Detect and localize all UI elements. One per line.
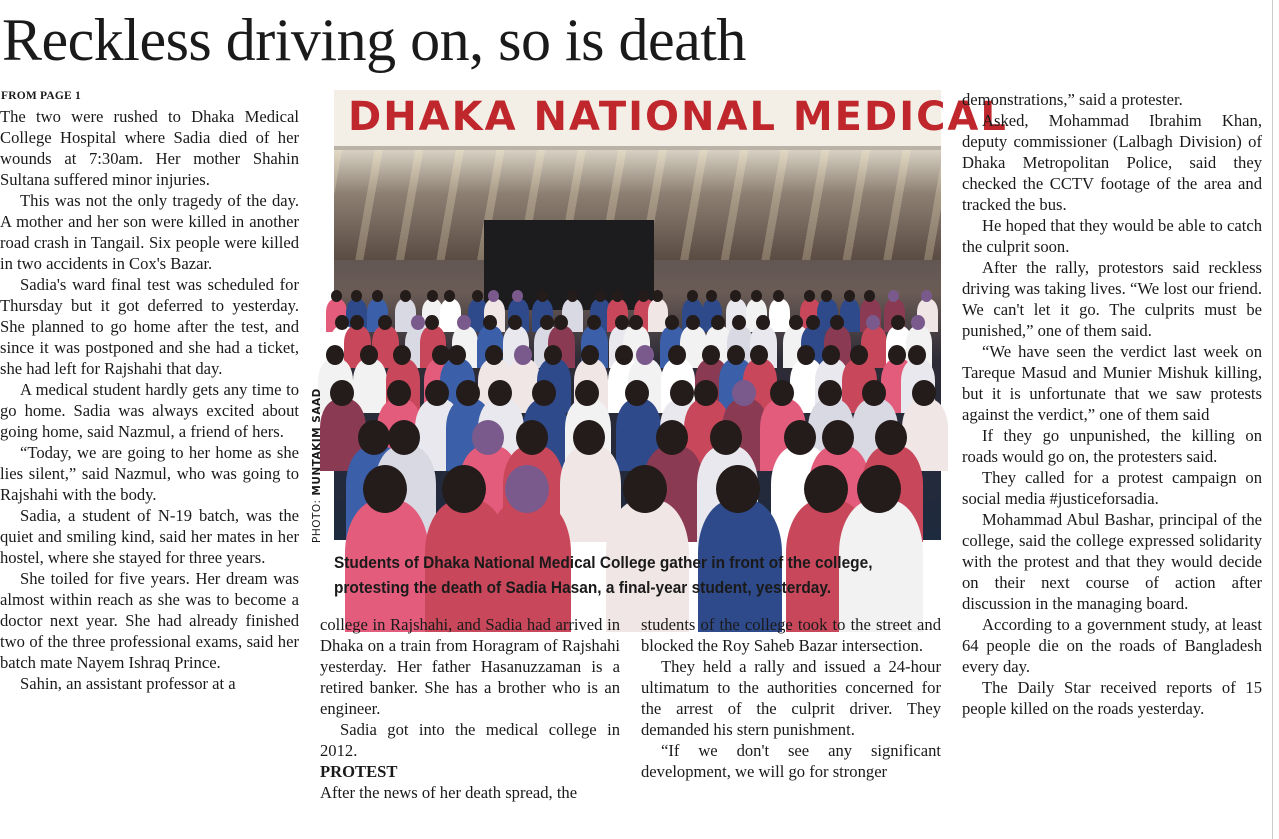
article-column-3 — [641, 614, 941, 782]
subhead-protest: PROTEST — [320, 762, 398, 781]
crowd-figure-head — [822, 345, 840, 365]
crowd-figure-head — [702, 345, 720, 365]
article-column-4 — [962, 89, 1262, 719]
crowd-figure-head — [857, 465, 901, 513]
paragraph: Sadia got into the medical college in 2012. — [320, 720, 620, 760]
college-sign — [334, 90, 1008, 150]
crowd-figure-head — [716, 465, 760, 513]
crowd-figure-head — [573, 420, 605, 455]
crowd-figure-head — [804, 465, 848, 513]
crowd-figure-head — [595, 290, 606, 302]
crowd-figure-head — [770, 380, 794, 406]
news-photo — [334, 90, 1008, 540]
crowd-figure-head — [615, 345, 633, 365]
crowd-figure-head — [378, 315, 392, 330]
crowd-figure-head — [908, 345, 926, 365]
crowd-figure-body — [769, 299, 790, 332]
paragraph: The Daily Star received reports of 15 people killed on the roads yesterday. — [962, 678, 1262, 718]
crowd-figure-head — [350, 315, 364, 330]
crowd-figure-head — [668, 345, 686, 365]
crowd-figure-head — [567, 290, 578, 302]
sign-text: DHAKA NATIONAL MEDICAL — [348, 94, 1008, 140]
crowd-figure-head — [822, 420, 854, 455]
paragraph: They called for a protest campaign on social media #justiceforsadia. — [962, 468, 1262, 508]
crowd-figure-head — [797, 345, 815, 365]
paragraph: demonstrations,” said a protester. — [962, 90, 1183, 109]
paragraph: Sadia, a student of N-19 batch, was the quiet and smiling kind, said her mates in her hostel, where she stayed for three years. — [0, 506, 299, 567]
paragraph: “We have seen the verdict last week on Tareque Masud and Munier Mishuk killing, but it is unfortunate that we saw protests against the verdict,” one of them said — [962, 342, 1262, 424]
crowd-figure-head — [875, 420, 907, 455]
crowd-figure-head — [687, 290, 698, 302]
crowd-figure-head — [612, 290, 623, 302]
crowd-figure-head — [483, 315, 497, 330]
crowd-figure-head — [351, 290, 362, 302]
paragraph: A medical student hardly gets any time to go home. Sadia was always excited about going home, said Nazmul, a friend of hers. — [0, 380, 299, 441]
crowd-figure-head — [360, 345, 378, 365]
crowd-figure-head — [544, 345, 562, 365]
caption-line-2: protesting the death of Sadia Hasan, a final-year student, yesterday. — [334, 578, 832, 597]
crowd-figure-head — [686, 315, 700, 330]
photo-credit-prefix: PHOTO: — [311, 499, 323, 543]
crowd-figure-head — [581, 345, 599, 365]
crowd-figure-head — [850, 345, 868, 365]
photo-credit — [311, 388, 325, 543]
crowd-figure-head — [400, 290, 411, 302]
crowd-figure-head — [472, 290, 483, 302]
headline: Reckless driving on, so is death — [2, 7, 746, 73]
crowd-figure-head — [732, 380, 756, 406]
paragraph: Asked, Mohammad Ibrahim Khan, deputy commissioner (Lalbagh Division) of Dhaka Metropolitan Police, said they checked the CCTV footage of the area and tracked the bus. — [962, 111, 1262, 214]
caption-line-1: Students of Dhaka National Medical College gather in front of the college, — [334, 553, 873, 572]
paragraph: If they go unpunished, the killing on roads would go on, the protesters said. — [962, 426, 1262, 466]
paragraph: He hoped that they would be able to catch the culprit soon. — [962, 216, 1262, 256]
crowd-figure-head — [331, 290, 342, 302]
crowd-figure-head — [472, 420, 504, 455]
paragraph: Sahin, an assistant professor at a — [20, 674, 236, 693]
crowd-figure-head — [711, 315, 725, 330]
crowd-figure-head — [427, 290, 438, 302]
article-column-1 — [0, 106, 299, 694]
crowd-figure-head — [751, 290, 762, 302]
paragraph: The two were rushed to Dhaka Medical College Hospital where Sadia died of her wounds at 7:30am. Her mother Shahin Sultana suffered minor injuries. — [0, 107, 299, 189]
crowd-figure-head — [694, 380, 718, 406]
crowd-figure-head — [372, 290, 383, 302]
crowd-figure-head — [727, 345, 745, 365]
crowd-figure-head — [505, 465, 549, 513]
crowd-figure-head — [636, 345, 654, 365]
crowd-figure-head — [387, 380, 411, 406]
paragraph: After the rally, protestors said reckless driving was taking lives. “We lost our friend. We can't let it go. The culprits must be punished,” one of them said. — [962, 258, 1262, 340]
crowd-figure-head — [393, 345, 411, 365]
crowd-figure-head — [730, 290, 741, 302]
photo-credit-name: MUNTAKIM SAAD — [311, 388, 323, 496]
paragraph: Sadia's ward final test was scheduled for Thursday but it got deferred to yesterday. She planned to go home after the test, and since it was postponed and she had a ticket, she had left for Rajshahi that day. — [0, 275, 299, 378]
paragraph: “Today, we are going to her home as she lies silent,” said Nazmul, who was going to Rajshahi with the body. — [0, 443, 299, 504]
crowd-figure-head — [710, 420, 742, 455]
crowd-figure-head — [844, 290, 855, 302]
crowd-figure-head — [326, 345, 344, 365]
crowd-figure-head — [888, 345, 906, 365]
crowd-figure-head — [363, 465, 407, 513]
crowd-figure-head — [575, 380, 599, 406]
crowd-figure-head — [448, 345, 466, 365]
crowd-figure-head — [330, 380, 354, 406]
paragraph: college in Rajshahi, and Sadia had arrived in Dhaka on a train from Horagram of Rajshahi yesterday. Her father Hasanuzzaman is a retired banker. She has a brother who is an engineer. — [320, 615, 620, 718]
crowd-figure-head — [444, 290, 455, 302]
crowd-figure-head — [706, 290, 717, 302]
crowd-figure-head — [629, 315, 643, 330]
crowd-figure-head — [789, 315, 803, 330]
paragraph: This was not the only tragedy of the day. A mother and her son were killed in another road crash in Tangail. Six people were killed in two accidents in Cox's Bazar. — [0, 191, 299, 273]
crowd-figure-head — [670, 380, 694, 406]
crowd-figure-head — [388, 420, 420, 455]
paragraph: After the news of her death spread, the — [320, 783, 578, 802]
paragraph: Mohammad Abul Bashar, principal of the college, said the college expressed solidarity with the protest and that they would decide on their next course of action after discussion in the managing board. — [962, 510, 1262, 613]
crowd-figure-head — [750, 345, 768, 365]
paragraph: They held a rally and issued a 24-hour ultimatum to the authorities concerned for the arrest of the culprit driver. They demanded his stern punishment. — [641, 657, 941, 739]
paragraph: She toiled for five years. Her dream was almost within reach as she was to become a doctor next year. She had already finished two of the three professional exams, said her batch mate Nayem Ishraq Prince. — [0, 569, 299, 672]
crowd-figure-head — [784, 420, 816, 455]
crowd-figure-head — [456, 380, 480, 406]
kicker-from-page-1: FROM PAGE 1 — [1, 90, 81, 102]
protest-crowd — [334, 270, 941, 540]
page-edge-rule — [1272, 0, 1273, 839]
crowd-figure-head — [537, 290, 548, 302]
paragraph: According to a government study, at least 64 people die on the roads of Bangladesh every day. — [962, 615, 1262, 676]
paragraph: “If we don't see any significant development, we will go for stronger — [641, 741, 941, 781]
photo-caption — [334, 550, 899, 600]
crowd-figure-head — [485, 345, 503, 365]
article-column-2 — [320, 614, 620, 803]
crowd-figure-head — [488, 380, 512, 406]
crowd-figure-head — [652, 290, 663, 302]
paragraph: students of the college took to the street and blocked the Roy Saheb Bazar intersection. — [641, 615, 941, 655]
